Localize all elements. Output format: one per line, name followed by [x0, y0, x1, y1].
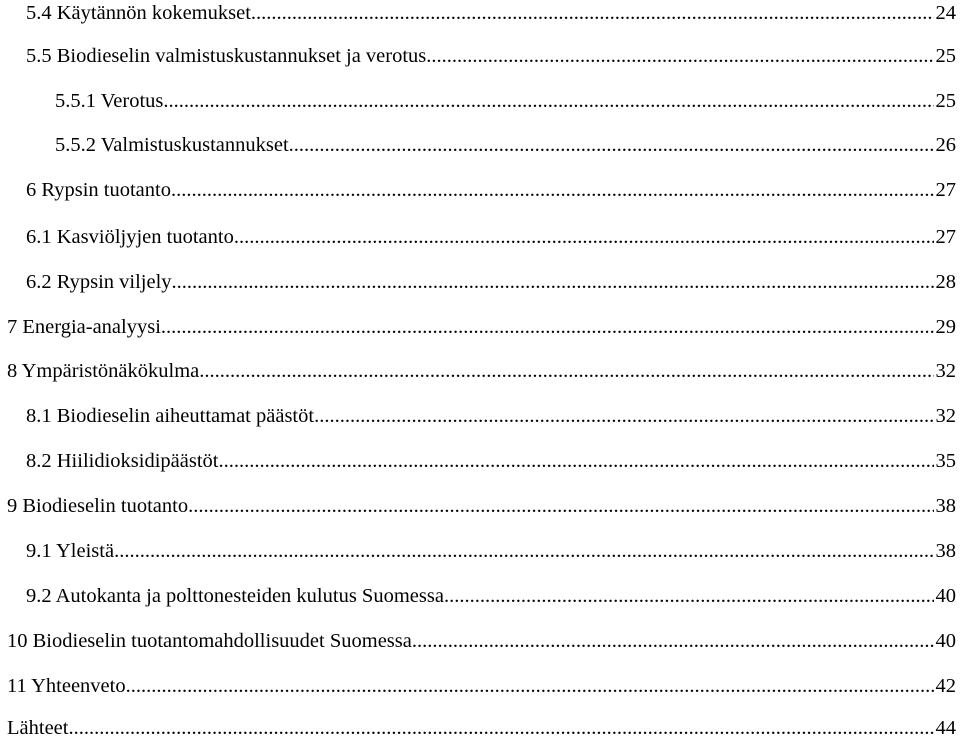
- toc-entry-label: Lähteet: [7, 717, 69, 739]
- toc-entry-label: 11 Yhteenveto: [7, 675, 126, 697]
- toc-entry[interactable]: [7, 626, 960, 656]
- toc-entry-page: 35: [935, 450, 956, 472]
- toc-leader-dots: [163, 86, 933, 116]
- toc-leader-dots: [199, 356, 933, 386]
- toc-entry[interactable]: [26, 0, 960, 28]
- toc-leader-dots: [412, 626, 934, 656]
- toc-entry[interactable]: [26, 536, 960, 566]
- toc-entry[interactable]: [55, 86, 960, 116]
- toc-entry[interactable]: [7, 356, 960, 386]
- toc-entry[interactable]: [26, 446, 960, 476]
- toc-leader-dots: [314, 401, 933, 431]
- toc-entry-label: 8.2 Hiilidioksidipäästöt: [26, 450, 219, 472]
- toc-leader-dots: [171, 175, 934, 205]
- toc-entry-label: 8.1 Biodieselin aiheuttamat päästöt: [26, 405, 315, 427]
- toc-entry-page: 44: [935, 717, 956, 739]
- toc-entry-page: 32: [935, 360, 956, 382]
- toc-entry-label: 5.5 Biodieselin valmistuskustannukset ja verotus: [26, 45, 427, 67]
- toc-entry-page: 26: [935, 134, 956, 156]
- toc-entry-label: 6.2 Rypsin viljely: [26, 271, 172, 293]
- toc-entry-page: 29: [935, 316, 956, 338]
- toc-entry-label: 6.1 Kasviöljyjen tuotanto: [26, 226, 234, 248]
- toc-entry-page: 40: [935, 630, 956, 652]
- toc-entry-label: 6 Rypsin tuotanto: [26, 179, 171, 201]
- toc-entry-page: 27: [935, 179, 956, 201]
- toc-entry-page: 24: [935, 2, 956, 24]
- toc-entry-page: 38: [935, 540, 956, 562]
- toc-entry-page: 25: [935, 90, 956, 112]
- toc-entry-label: 8 Ympäristönäkökulma: [7, 360, 200, 382]
- toc-entry-page: 32: [935, 405, 956, 427]
- toc-entry-label: 9.1 Yleistä: [26, 540, 115, 562]
- toc-leader-dots: [172, 267, 934, 297]
- toc-leader-dots: [289, 130, 934, 160]
- toc-entry[interactable]: [7, 312, 960, 342]
- toc-entry[interactable]: [7, 671, 960, 701]
- toc-entry-label: 9 Biodieselin tuotanto: [7, 495, 189, 517]
- toc-entry-label: 7 Energia-analyysi: [7, 316, 161, 338]
- toc-entry-page: 38: [935, 495, 956, 517]
- toc-entry[interactable]: [26, 581, 960, 611]
- toc-leader-dots: [68, 713, 933, 743]
- toc-leader-dots: [426, 41, 933, 71]
- toc-entry[interactable]: [26, 267, 960, 297]
- toc-leader-dots: [161, 312, 934, 342]
- toc-entry-label: 10 Biodieselin tuotantomahdollisuudet Suomessa: [7, 630, 412, 652]
- toc-entry-label: 9.2 Autokanta ja polttonesteiden kulutus Suomessa: [26, 585, 444, 607]
- toc-leader-dots: [188, 491, 933, 521]
- toc-entry[interactable]: [26, 175, 960, 205]
- toc-entry[interactable]: [55, 130, 960, 160]
- toc-entry[interactable]: [7, 491, 960, 521]
- toc-entry-page: 42: [935, 675, 956, 697]
- toc-leader-dots: [126, 671, 934, 701]
- toc-entry-label: 5.5.2 Valmistuskustannukset: [55, 134, 289, 156]
- toc-entry-page: 28: [935, 271, 956, 293]
- toc-entry-page: 25: [935, 45, 956, 67]
- toc-leader-dots: [251, 0, 934, 28]
- toc-entry[interactable]: [26, 401, 960, 431]
- toc-entry[interactable]: [7, 713, 960, 743]
- toc-leader-dots: [218, 446, 933, 476]
- toc-leader-dots: [234, 222, 934, 252]
- toc-entry[interactable]: [26, 41, 960, 71]
- toc-entry-page: 40: [935, 585, 956, 607]
- toc-leader-dots: [444, 581, 934, 611]
- toc-entry-page: 27: [935, 226, 956, 248]
- toc-entry-label: 5.5.1 Verotus: [55, 90, 164, 112]
- toc-leader-dots: [114, 536, 933, 566]
- toc-entry[interactable]: [26, 222, 960, 252]
- toc-entry-label: 5.4 Käytännön kokemukset: [26, 2, 251, 24]
